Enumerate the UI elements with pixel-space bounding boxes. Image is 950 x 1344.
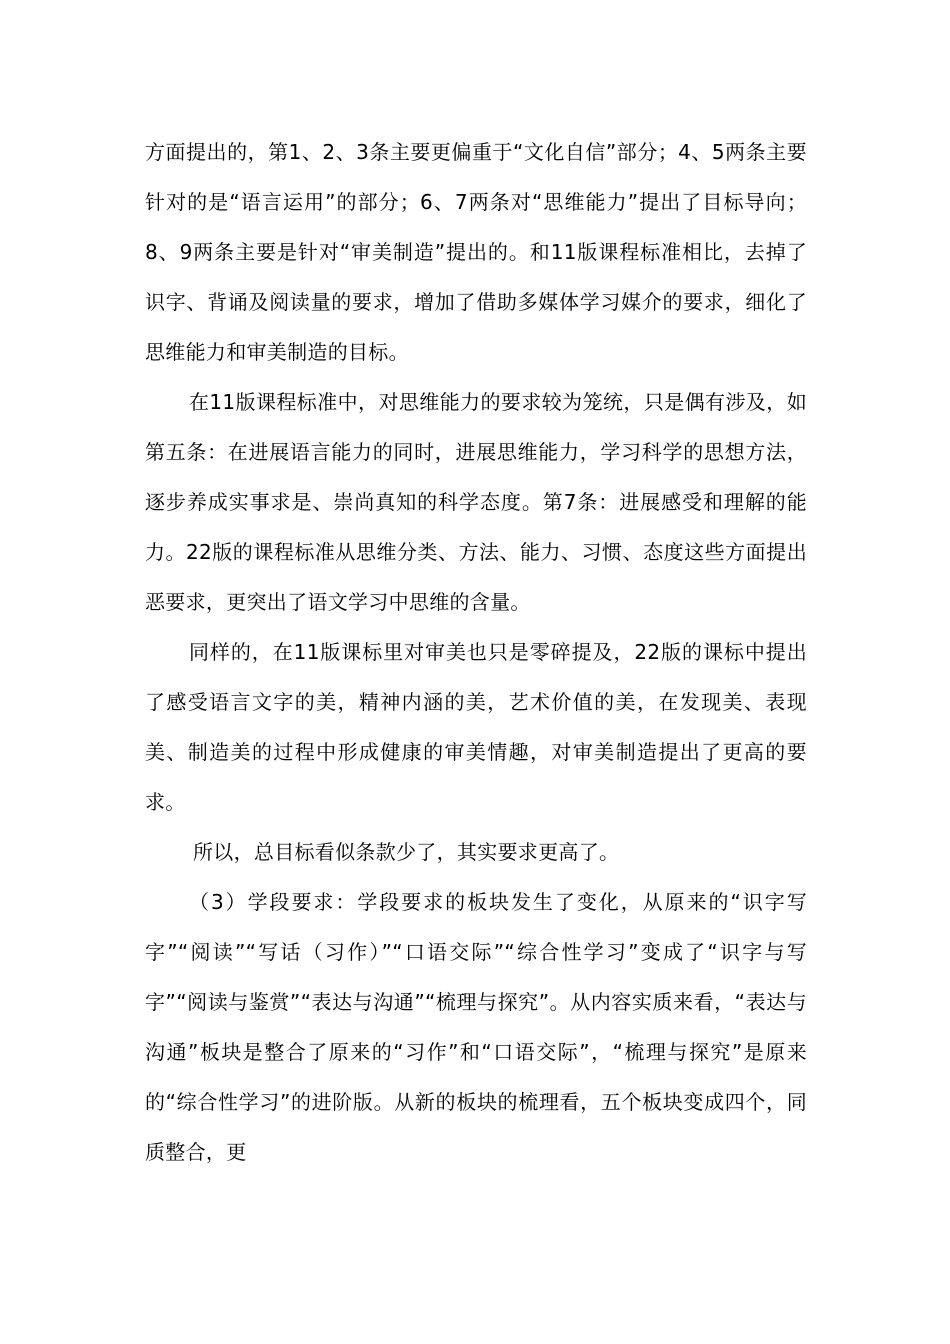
- paragraph-4: 所以，总目标看似条款少了，其实要求更高了。: [193, 840, 620, 864]
- paragraph-5: （3）学段要求：学段要求的板块发生了变化，从原来的“识字写字”“阅读”“写话（习作）”“口语交际”“综合性学习”变成了“识字与写字”“阅读与鉴赏”“表达与沟通”“梳理与探究”。从内容实质来看，“表达与沟通”板块是整合了原来的“习作”和“口语交际”，“梳理与探究”是原来的“综合性学习”的进阶版。从新的板块的梳理看，五个板块变成四个，同质整合，更: [145, 890, 807, 1164]
- paragraph-2: 在11版课程标准中，对思维能力的要求较为笼统，只是偶有涉及，如第五条：在进展语言能力的同时，进展思维能力，学习科学的思想方法，逐步养成实事求是、崇尚真知的科学态度。第7条：进展感受和理解的能力。22版的课程标准从思维分类、方法、能力、习惯、态度这些方面提出恶要求，更突出了语文学习中思维的含量。: [145, 390, 807, 614]
- document-body: [145, 127, 807, 1177]
- paragraph-1: 方面提出的，第1、2、3条主要更偏重于“文化自信”部分；4、5两条主要针对的是“语言运用”的部分；6、7两条对“思维能力”提出了目标导向；8、9两条主要是针对“审美制造”提出的。和11版课程标准相比，去掉了识字、背诵及阅读量的要求，增加了借助多媒体学习媒介的要求，细化了思维能力和审美制造的目标。: [145, 140, 807, 364]
- paragraph-3: 同样的，在11版课标里对审美也只是零碎提及，22版的课标中提出了感受语言文字的美，精神内涵的美，艺术价值的美，在发现美、表现美、制造美的过程中形成健康的审美情趣，对审美制造提出了更高的要求。: [145, 640, 807, 814]
